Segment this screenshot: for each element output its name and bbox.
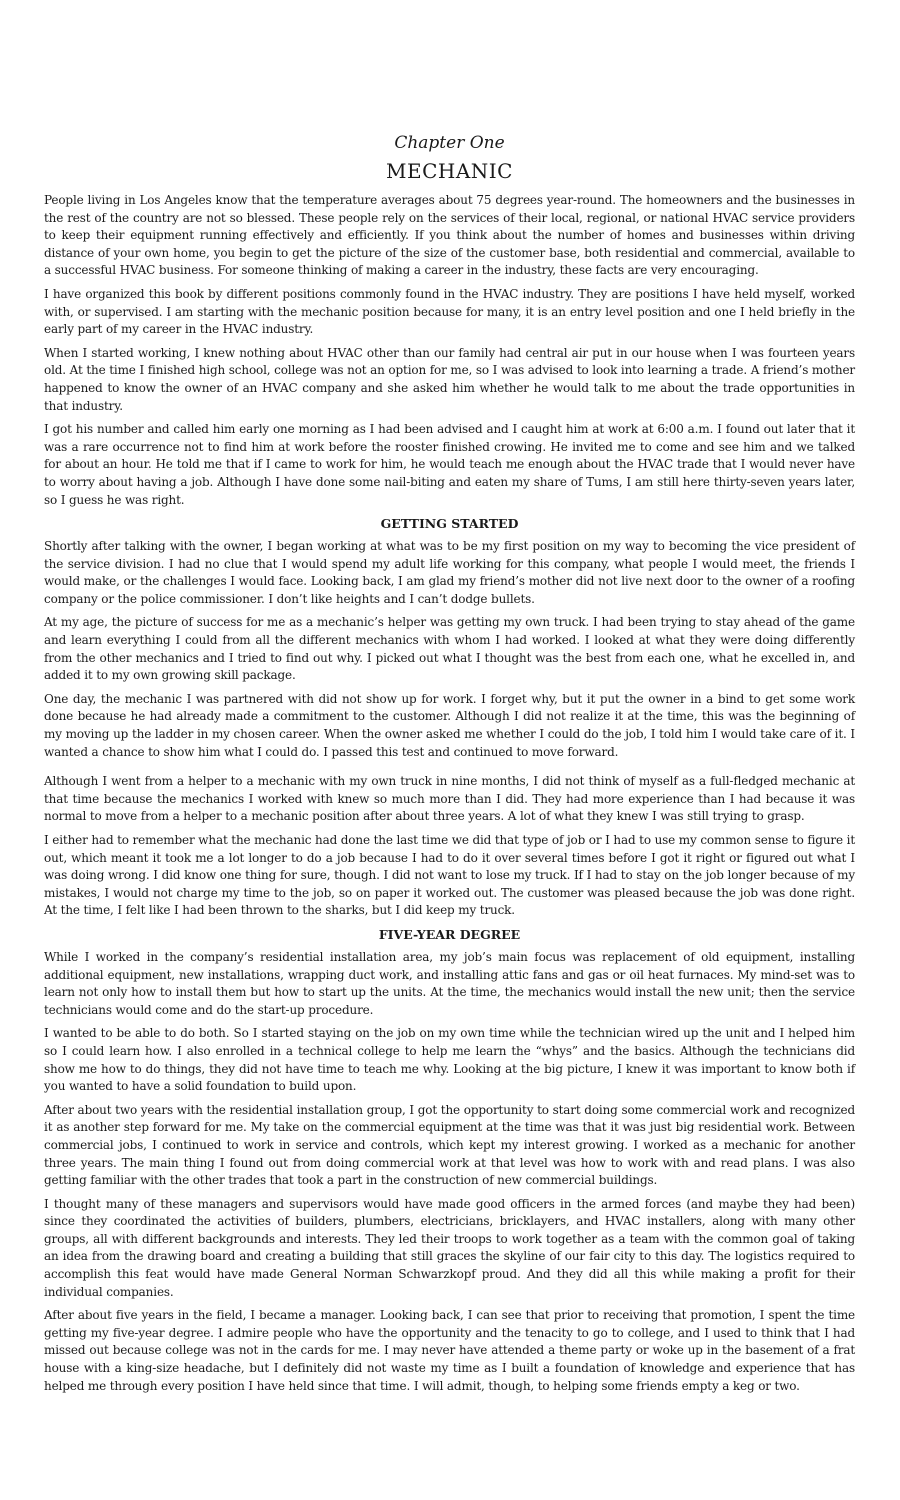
body-paragraph: One day, the mechanic I was partnered with did not show up for work. I forget why, but it put the owner in a bind to get some work done because he had already made a commitment to the customer. Although I did not realize it at the time, this was the beginning of my moving up the ladder in my chosen career. When the owner asked me whether I could do the job, I told him I would take care of it. I wanted a chance to show him what I could do. I passed this test and continued to move forward. [44,691,855,759]
body-paragraph: Although I went from a helper to a mechanic with my own truck in nine months, I did not think of myself as a full-fledged mechanic at that time because the mechanics I worked with knew so much more than I did. They had more experience than I had because it was normal to move from a helper to a mechanic position after about three years. A lot of what they knew I was still trying to grasp. [44,774,855,824]
body-paragraph: After about five years in the field, I became a manager. Looking back, I can see that prior to receiving that promotion, I spent the time getting my five-year degree. I admire people who have the opportunity and the tenacity to go to college, and I used to think that I had missed out because college was not in the cards for me. I may never have attended a theme party or woke up in the basement of a frat house with a king-size headache, but I definitely did not waste my time as I built a foundation of knowledge and experience that has helped me through every position I have held since that time. I will admit, though, to helping some friends empty a keg or two. [44,1308,855,1393]
section-heading-five-year-degree: FIVE-YEAR DEGREE [378,926,521,942]
body-paragraph: I wanted to be able to do both. So I started staying on the job on my own time while the technician wired up the unit and I helped him so I could learn how. I also enrolled in a technical college to help me learn the “whys” and the basics. Although the technicians did show me how to do things, they did not have time to teach me why. Looking at the big picture, I knew it was important to know both if you wanted to have a solid foundation to build upon. [44,1026,855,1094]
body-paragraph: I thought many of these managers and supervisors would have made good officers in the armed forces (and maybe they had been) since they coordinated the activities of builders, plumbers, electricians, bricklayers, and HVAC installers, along with many other groups, all with different backgrounds and interests. They led their troops to work together as a team with the common goal of taking an idea from the drawing board and creating a building that still graces the skyline of our fair city to this day. The logistics required to accomplish this feat would have made General Norman Schwarzkopf proud. And they did all this while making a profit for their individual companies. [44,1196,855,1299]
book-page [44,132,855,1401]
body-paragraph: While I worked in the company’s residential installation area, my job’s main focus was replacement of old equipment, installing additional equipment, new installations, wrapping duct work, and installing attic fans and gas or oil heat furnaces. My mind-set was to learn not only how to install them but how to start up the units. At the time, the mechanics would install the new unit; then the service technicians would come and do the start-up procedure. [44,949,855,1017]
body-paragraph: I got his number and called him early one morning as I had been advised and I caught him at work at 6:00 a.m. I found out later that it was a rare occurrence not to find him at work before the rooster finished crowing. He invited me to come and see him and we talked for about an hour. He told me that if I came to work for him, he would teach me enough about the HVAC trade that I would never have to worry about having a job. Although I have done some nail-biting and eaten my share of Tums, I am still here thirty-seven years later, so I guess he was right. [44,422,855,507]
chapter-label: Chapter One [394,133,505,153]
body-paragraph: People living in Los Angeles know that the temperature averages about 75 degrees year-round. The homeowners and the businesses in the rest of the country are not so blessed. These people rely on the services of their local, regional, or national HVAC service providers to keep their equipment running effectively and efficiently. If you think about the number of homes and businesses within driving distance of your own home, you begin to get the picture of the size of the customer base, both residential and commercial, available to a successful HVAC business. For someone thinking of making a career in the industry, these facts are very encouraging. [44,193,855,278]
body-paragraph: At my age, the picture of success for me as a mechanic’s helper was getting my own truck. I had been trying to stay ahead of the game and learn everything I could from all the different mechanics with whom I had worked. I looked at what they were doing differently from the other mechanics and I tried to find out why. I picked out what I thought was the best from each one, what he excelled in, and added it to my own growing skill package. [44,615,855,683]
chapter-title: MECHANIC [386,159,513,183]
body-paragraph: When I started working, I knew nothing about HVAC other than our family had central air put in our house when I was fourteen years old. At the time I finished high school, college was not an option for me, so I was advised to look into learning a trade. A friend’s mother happened to know the owner of an HVAC company and she asked him whether he would talk to me about the trade opportunities in that industry. [44,345,855,413]
section-heading-getting-started: GETTING STARTED [380,516,519,532]
body-paragraph: I have organized this book by different positions commonly found in the HVAC industry. They are positions I have held myself, worked with, or supervised. I am starting with the mechanic position because for many, it is an entry level position and one I held briefly in the early part of my career in the HVAC industry. [44,286,855,337]
body-paragraph: I either had to remember what the mechanic had done the last time we did that type of job or I had to use my common sense to figure it out, which meant it took me a lot longer to do a job because I had to do it over several times before I got it right or figured out what I was doing wrong. I did know one thing for sure, though. I did not want to lose my truck. If I had to stay on the job longer because of my mistakes, I would not charge my time to the job, so on paper it worked out. The customer was pleased because the job was done right. At the time, I felt like I had been thrown to the sharks, but I did keep my truck. [44,833,855,918]
body-paragraph: Shortly after talking with the owner, I began working at what was to be my first position on my way to becoming the vice president of the service division. I had no clue that I would spend my adult life working for this company, what people I would meet, the friends I would make, or the challenges I would face. Looking back, I am glad my friend’s mother did not live next door to the owner of a roofing company or the police commissioner. I don’t like heights and I can’t dodge bullets. [44,539,855,606]
body-paragraph: After about two years with the residential installation group, I got the opportunity to start doing some commercial work and recognized it as another step forward for me. My take on the commercial equipment at the time was that it was just big residential work. Between commercial jobs, I continued to work in service and controls, which kept my interest growing. I worked as a mechanic for another three years. The main thing I found out from doing commercial work at that level was how to work with and read plans. I was also getting familiar with the other trades that took a part in the construction of new commercial buildings. [44,1102,855,1188]
